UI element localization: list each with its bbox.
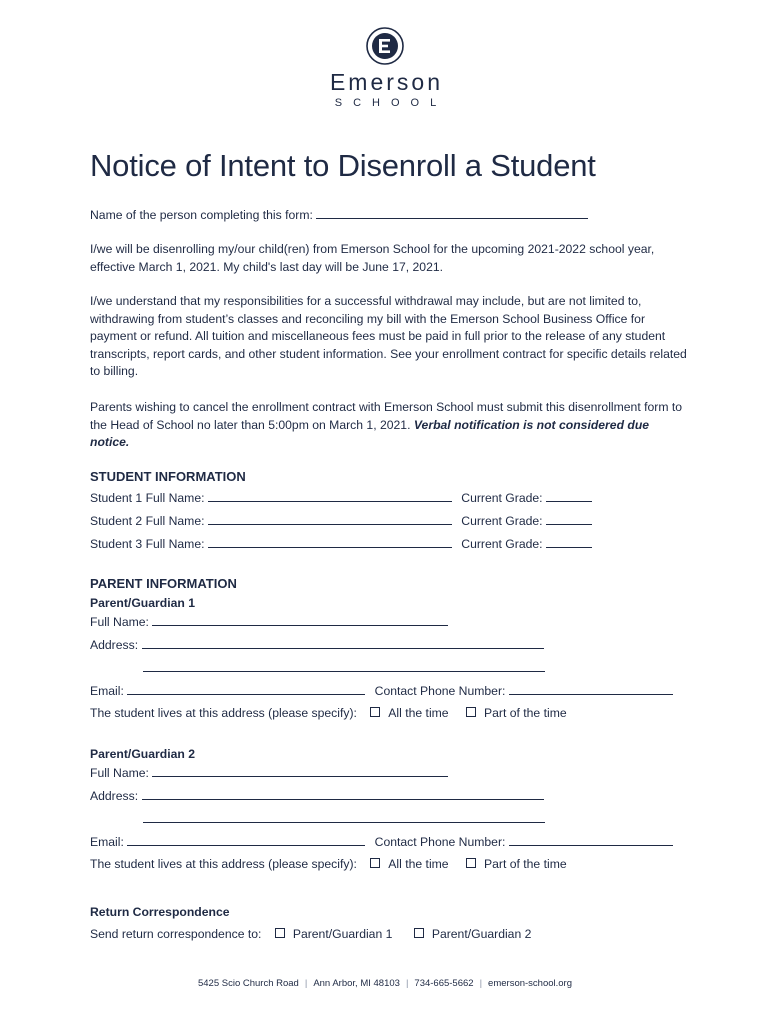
guardian2-fullname-row <box>90 764 448 780</box>
name-field-row <box>90 206 690 225</box>
guardian2-lives-row <box>90 857 567 871</box>
address-line[interactable] <box>142 787 544 800</box>
return-guardian1-checkbox[interactable] <box>275 928 285 938</box>
footer-website: emerson-school.org <box>488 978 573 989</box>
student-name-label: Student 2 Full Name: <box>90 514 205 528</box>
phone-line[interactable] <box>509 682 673 695</box>
student-name-line[interactable] <box>208 512 452 525</box>
return-guardian2-label: Parent/Guardian 2 <box>431 927 532 941</box>
emerson-logo-icon <box>365 26 405 66</box>
email-label: Email: <box>90 835 124 849</box>
return-row <box>90 927 531 941</box>
parent-section-title: PARENT INFORMATION <box>90 576 237 591</box>
student-row <box>90 512 592 528</box>
guardian2-contact-row <box>90 833 673 849</box>
name-field-label: Name of the person completing this form: <box>90 208 313 222</box>
part-of-the-time-label: Part of the time <box>483 706 567 720</box>
all-the-time-label: All the time <box>388 857 449 871</box>
student-name-line[interactable] <box>208 489 452 502</box>
paragraph-disenroll <box>90 241 690 276</box>
student-row <box>90 535 592 551</box>
paragraph-text: Parents wishing to cancel the enrollment contract with Emerson School must submit this disenrollment form to the Head of School no later than 5:00pm on March 1, 2021. <box>90 400 683 432</box>
address-line-2[interactable] <box>143 810 545 823</box>
address-label: Address: <box>90 638 139 652</box>
current-grade-line[interactable] <box>546 535 592 548</box>
guardian2-address-row <box>90 787 544 803</box>
all-the-time-checkbox[interactable] <box>370 707 380 717</box>
lives-label: The student lives at this address (please specify): <box>90 706 357 720</box>
current-grade-label: Current Grade: <box>461 491 543 505</box>
footer-address: 5425 Scio Church Road <box>197 978 299 989</box>
current-grade-line[interactable] <box>546 512 592 525</box>
phone-label: Contact Phone Number: <box>374 684 506 698</box>
phone-label: Contact Phone Number: <box>374 835 506 849</box>
paragraph-text: I/we will be disenrolling my/our child(ren) from Emerson School for the upcoming 2021-2022 school year, effective March 1, 2021. My child's last day will be June 17, 2021. <box>90 242 655 274</box>
school-logo <box>0 26 770 109</box>
page-title: Notice of Intent to Disenroll a Student <box>90 148 596 183</box>
address-line-2[interactable] <box>143 659 545 672</box>
footer-separator: | <box>304 978 308 989</box>
footer-city: Ann Arbor, MI 48103 <box>313 978 400 989</box>
phone-line[interactable] <box>509 833 673 846</box>
return-guardian1-label: Parent/Guardian 1 <box>292 927 393 941</box>
address-line[interactable] <box>142 636 544 649</box>
paragraph-emphasis: Verbal notification is not considered due notice. <box>90 417 650 449</box>
return-section-title: Return Correspondence <box>90 905 230 919</box>
footer-phone: 734-665-5662 <box>414 978 474 989</box>
student-row <box>90 489 592 505</box>
return-label: Send return correspondence to: <box>90 927 262 941</box>
current-grade-line[interactable] <box>546 489 592 502</box>
current-grade-label: Current Grade: <box>461 514 543 528</box>
guardian1-address-row <box>90 636 544 652</box>
guardian2-heading: Parent/Guardian 2 <box>90 747 195 761</box>
student-name-label: Student 1 Full Name: <box>90 491 205 505</box>
email-line[interactable] <box>127 682 365 695</box>
guardian1-contact-row <box>90 682 673 698</box>
fullname-line[interactable] <box>152 764 448 777</box>
guardian1-heading: Parent/Guardian 1 <box>90 596 195 610</box>
logo-subtitle: SCHOOL <box>334 97 448 109</box>
address-label: Address: <box>90 789 139 803</box>
footer-separator: | <box>479 978 483 989</box>
footer-separator: | <box>405 978 409 989</box>
fullname-label: Full Name: <box>90 766 149 780</box>
paragraph-responsibilities <box>90 293 690 381</box>
email-line[interactable] <box>127 833 365 846</box>
footer <box>0 978 770 989</box>
fullname-label: Full Name: <box>90 615 149 629</box>
email-label: Email: <box>90 684 124 698</box>
guardian2-address-row-2 <box>143 810 545 826</box>
name-field-line[interactable] <box>316 206 588 219</box>
student-name-line[interactable] <box>208 535 452 548</box>
student-section-title: STUDENT INFORMATION <box>90 469 246 484</box>
logo-name: Emerson <box>329 69 444 95</box>
return-guardian2-checkbox[interactable] <box>414 928 424 938</box>
student-name-label: Student 3 Full Name: <box>90 537 205 551</box>
part-of-the-time-label: Part of the time <box>483 857 567 871</box>
part-of-the-time-checkbox[interactable] <box>466 707 476 717</box>
paragraph-text: I/we understand that my responsibilities for a successful withdrawal may include, but are not limited to, withdrawing from student’s classes and reconciling my bill with the Emerson School Business Office for payment or refund. All tuition and miscellaneous fees must be paid in full prior to the release of any student transcripts, report cards, and other student information. See your enrollment contract for specific details related to billing. <box>90 294 687 378</box>
all-the-time-label: All the time <box>388 706 449 720</box>
guardian1-lives-row <box>90 706 567 720</box>
current-grade-label: Current Grade: <box>461 537 543 551</box>
all-the-time-checkbox[interactable] <box>370 858 380 868</box>
paragraph-deadline <box>90 399 690 452</box>
guardian1-address-row-2 <box>143 659 545 675</box>
fullname-line[interactable] <box>152 613 448 626</box>
part-of-the-time-checkbox[interactable] <box>466 858 476 868</box>
guardian1-fullname-row <box>90 613 448 629</box>
lives-label: The student lives at this address (please specify): <box>90 857 357 871</box>
